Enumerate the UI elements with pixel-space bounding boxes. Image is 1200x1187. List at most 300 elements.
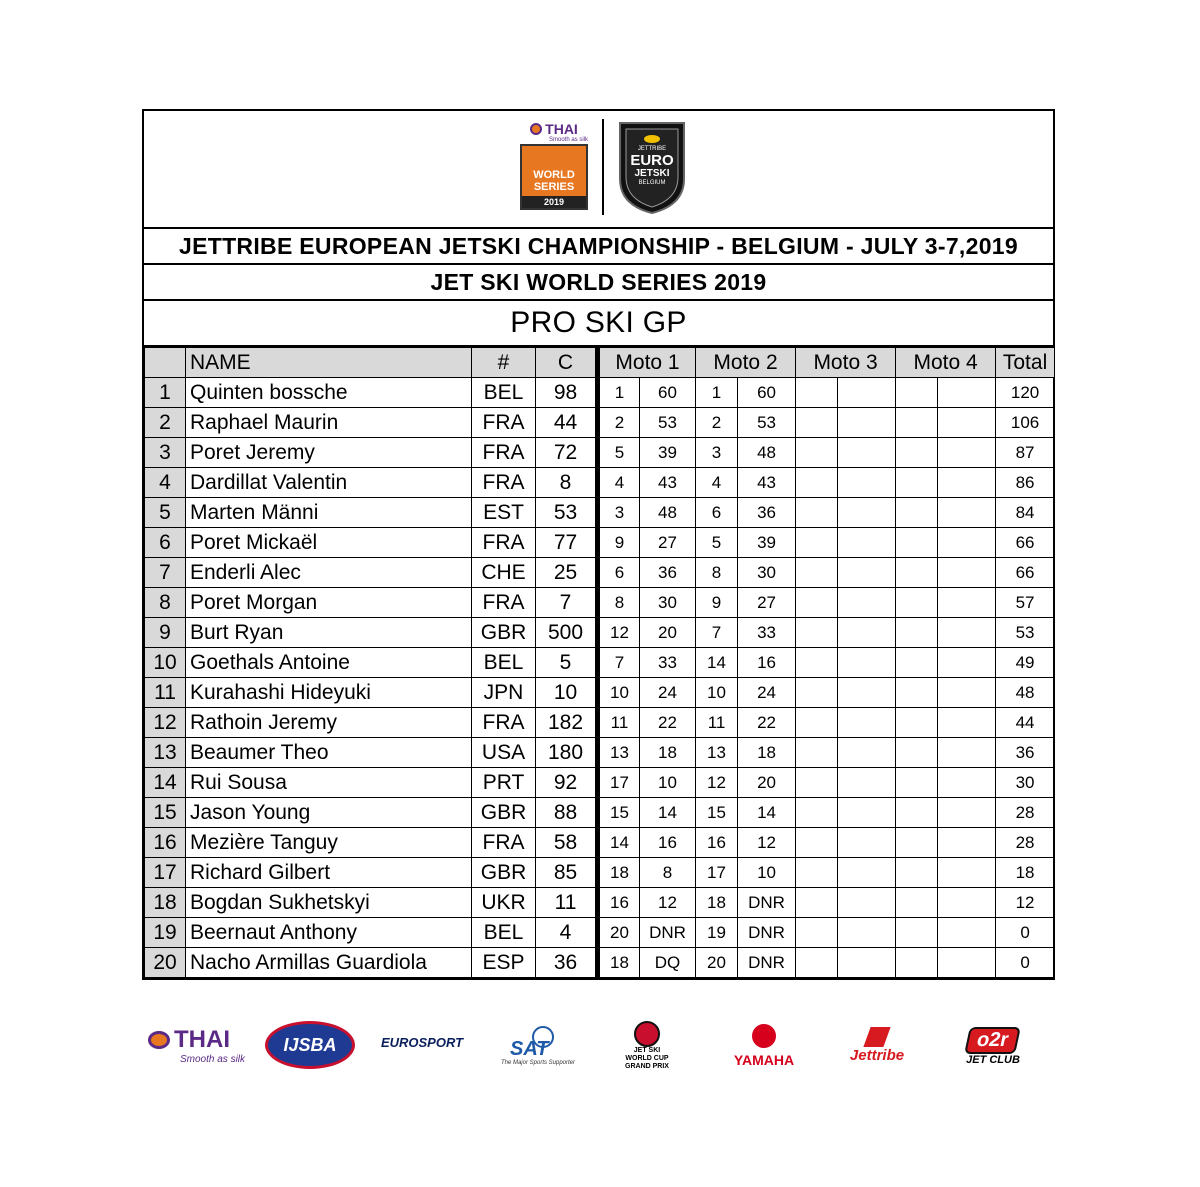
row-moto1-points: 43 [640, 468, 696, 498]
row-moto3-points [838, 558, 896, 588]
row-moto2-position: 19 [696, 918, 738, 948]
row-moto4-points [938, 738, 996, 768]
row-moto3-position [796, 648, 838, 678]
row-moto2-points: 39 [738, 528, 796, 558]
row-moto1-points: 36 [640, 558, 696, 588]
row-name: Poret Mickaël [186, 528, 472, 558]
row-total: 57 [996, 588, 1055, 618]
sponsor-thai-tagline: Smooth as silk [180, 1053, 246, 1065]
table-row [145, 468, 1055, 498]
sponsor-thai-logo [148, 1022, 252, 1068]
row-moto4-position [896, 588, 938, 618]
row-moto4-position [896, 408, 938, 438]
row-moto3-points [838, 888, 896, 918]
row-moto4-points [938, 648, 996, 678]
row-moto3-points [838, 858, 896, 888]
col-nation: # [472, 348, 536, 378]
row-number: 7 [536, 588, 598, 618]
row-moto2-points: 53 [738, 408, 796, 438]
row-moto2-points: 30 [738, 558, 796, 588]
row-moto2-position: 13 [696, 738, 738, 768]
row-moto3-points [838, 528, 896, 558]
row-moto3-points [838, 918, 896, 948]
table-row [145, 498, 1055, 528]
row-moto2-position: 2 [696, 408, 738, 438]
row-nation: FRA [472, 828, 536, 858]
row-position: 2 [145, 408, 186, 438]
results-sheet [142, 109, 1055, 980]
row-moto3-points [838, 948, 896, 978]
sponsor-sat-logo [490, 1016, 586, 1076]
row-moto1-points: 14 [640, 798, 696, 828]
sponsor-thai-text: THAI [174, 1025, 230, 1053]
world-series-logo [516, 121, 592, 213]
row-number: 4 [536, 918, 598, 948]
row-moto1-points: 48 [640, 498, 696, 528]
row-moto1-position: 20 [598, 918, 640, 948]
row-number: 85 [536, 858, 598, 888]
row-moto2-points: 24 [738, 678, 796, 708]
row-moto2-position: 11 [696, 708, 738, 738]
row-moto2-position: 17 [696, 858, 738, 888]
row-moto3-points [838, 378, 896, 408]
sponsor-sat-text: SAT [510, 1038, 549, 1060]
row-moto3-position [796, 708, 838, 738]
row-moto1-position: 2 [598, 408, 640, 438]
row-moto3-position [796, 408, 838, 438]
row-moto2-points: 33 [738, 618, 796, 648]
row-number: 10 [536, 678, 598, 708]
row-moto2-position: 9 [696, 588, 738, 618]
row-nation: BEL [472, 918, 536, 948]
row-name: Rui Sousa [186, 768, 472, 798]
row-moto1-points: 12 [640, 888, 696, 918]
row-moto3-position [796, 558, 838, 588]
row-position: 3 [145, 438, 186, 468]
row-nation: FRA [472, 528, 536, 558]
row-moto2-points: 18 [738, 738, 796, 768]
row-moto4-position [896, 828, 938, 858]
row-total: 36 [996, 738, 1055, 768]
row-moto3-position [796, 588, 838, 618]
class-title: PRO SKI GP [144, 301, 1053, 347]
row-moto4-points [938, 678, 996, 708]
row-position: 1 [145, 378, 186, 408]
row-moto1-position: 17 [598, 768, 640, 798]
row-moto3-position [796, 378, 838, 408]
sponsor-yamaha-text: YAMAHA [733, 1052, 795, 1068]
col-moto2: Moto 2 [696, 348, 796, 378]
row-moto4-points [938, 858, 996, 888]
row-total: 48 [996, 678, 1055, 708]
table-row [145, 948, 1055, 978]
row-moto4-points [938, 468, 996, 498]
row-position: 6 [145, 528, 186, 558]
row-total: 66 [996, 558, 1055, 588]
row-moto3-position [796, 618, 838, 648]
row-moto4-position [896, 468, 938, 498]
row-moto1-position: 14 [598, 828, 640, 858]
row-moto1-points: 33 [640, 648, 696, 678]
row-total: 0 [996, 948, 1055, 978]
row-number: 11 [536, 888, 598, 918]
row-position: 10 [145, 648, 186, 678]
table-row [145, 528, 1055, 558]
row-moto3-points [838, 468, 896, 498]
row-moto3-points [838, 768, 896, 798]
row-moto1-position: 9 [598, 528, 640, 558]
row-name: Mezière Tanguy [186, 828, 472, 858]
row-moto1-position: 12 [598, 618, 640, 648]
sponsor-eurosport-text: EUROSPORT [380, 1034, 464, 1050]
row-nation: UKR [472, 888, 536, 918]
sponsor-yamaha-logo [726, 1016, 802, 1076]
euro-jetski-logo [616, 119, 688, 215]
row-position: 16 [145, 828, 186, 858]
row-moto4-position [896, 618, 938, 648]
row-position: 9 [145, 618, 186, 648]
row-moto3-position [796, 468, 838, 498]
euro-logo-line1: JETTRIBE [637, 146, 667, 152]
row-moto3-points [838, 498, 896, 528]
row-moto3-points [838, 678, 896, 708]
row-nation: FRA [472, 438, 536, 468]
row-name: Jason Young [186, 798, 472, 828]
row-position: 5 [145, 498, 186, 528]
worldcup-line3: GRAND PRIX [625, 1063, 669, 1070]
row-moto3-points [838, 648, 896, 678]
thai-logo-text: THAI [545, 121, 578, 137]
row-nation: GBR [472, 618, 536, 648]
row-total: 18 [996, 858, 1055, 888]
worldcup-line1: JET SKI [633, 1047, 661, 1054]
table-row [145, 768, 1055, 798]
row-position: 19 [145, 918, 186, 948]
row-moto4-points [938, 378, 996, 408]
row-total: 44 [996, 708, 1055, 738]
row-moto4-position [896, 738, 938, 768]
row-moto4-position [896, 798, 938, 828]
row-moto2-points: 27 [738, 588, 796, 618]
row-name: Bogdan Sukhetskyi [186, 888, 472, 918]
row-position: 14 [145, 768, 186, 798]
row-position: 12 [145, 708, 186, 738]
row-moto3-position [796, 948, 838, 978]
row-moto4-position [896, 708, 938, 738]
row-moto4-position [896, 378, 938, 408]
worldcup-emblem-icon [634, 1021, 660, 1047]
row-moto4-points [938, 828, 996, 858]
row-name: Richard Gilbert [186, 858, 472, 888]
col-name: NAME [186, 348, 472, 378]
row-nation: GBR [472, 858, 536, 888]
row-moto4-position [896, 528, 938, 558]
row-moto3-points [838, 438, 896, 468]
row-number: 98 [536, 378, 598, 408]
row-moto4-points [938, 438, 996, 468]
row-moto2-position: 6 [696, 498, 738, 528]
table-row [145, 408, 1055, 438]
row-moto1-points: 60 [640, 378, 696, 408]
row-number: 44 [536, 408, 598, 438]
row-moto1-position: 18 [598, 858, 640, 888]
row-nation: FRA [472, 708, 536, 738]
row-moto3-points [838, 828, 896, 858]
row-moto2-position: 12 [696, 768, 738, 798]
row-nation: USA [472, 738, 536, 768]
ws-logo-line2: SERIES [533, 181, 575, 193]
row-moto1-points: 39 [640, 438, 696, 468]
row-moto4-points [938, 948, 996, 978]
row-moto1-points: DQ [640, 948, 696, 978]
table-row [145, 888, 1055, 918]
row-number: 77 [536, 528, 598, 558]
row-moto3-position [796, 768, 838, 798]
row-name: Poret Jeremy [186, 438, 472, 468]
row-moto2-points: 22 [738, 708, 796, 738]
row-moto2-position: 18 [696, 888, 738, 918]
row-moto1-position: 4 [598, 468, 640, 498]
table-row [145, 618, 1055, 648]
row-name: Poret Morgan [186, 588, 472, 618]
row-position: 18 [145, 888, 186, 918]
row-number: 5 [536, 648, 598, 678]
row-moto4-points [938, 498, 996, 528]
row-moto2-points: DNR [738, 948, 796, 978]
row-moto4-position [896, 918, 938, 948]
row-moto3-position [796, 918, 838, 948]
row-total: 28 [996, 828, 1055, 858]
row-position: 8 [145, 588, 186, 618]
row-moto3-position [796, 498, 838, 528]
row-moto4-position [896, 858, 938, 888]
yamaha-tuning-fork-icon [752, 1024, 776, 1048]
logo-divider [602, 119, 604, 215]
row-moto2-points: 60 [738, 378, 796, 408]
row-number: 72 [536, 438, 598, 468]
row-nation: CHE [472, 558, 536, 588]
row-name: Dardillat Valentin [186, 468, 472, 498]
row-moto4-points [938, 918, 996, 948]
table-header-row [145, 348, 1055, 378]
row-moto1-points: 24 [640, 678, 696, 708]
table-row [145, 558, 1055, 588]
row-moto1-position: 11 [598, 708, 640, 738]
row-moto2-position: 15 [696, 798, 738, 828]
col-moto1: Moto 1 [598, 348, 696, 378]
table-row [145, 738, 1055, 768]
euro-logo-line3: JETSKI [634, 168, 670, 179]
sponsor-eurosport-logo [372, 1030, 472, 1054]
row-moto1-position: 18 [598, 948, 640, 978]
worldcup-line2: WORLD CUP [625, 1055, 669, 1062]
row-moto3-position [796, 798, 838, 828]
row-moto4-points [938, 408, 996, 438]
row-total: 12 [996, 888, 1055, 918]
row-position: 11 [145, 678, 186, 708]
row-nation: PRT [472, 768, 536, 798]
row-moto2-points: 10 [738, 858, 796, 888]
euro-logo-line4: BELGIUM [638, 180, 666, 186]
row-name: Nacho Armillas Guardiola [186, 948, 472, 978]
row-moto4-points [938, 528, 996, 558]
row-moto3-points [838, 408, 896, 438]
row-moto4-position [896, 948, 938, 978]
row-moto1-position: 3 [598, 498, 640, 528]
sponsor-ijsba-text: IJSBA [283, 1034, 337, 1055]
row-moto4-position [896, 558, 938, 588]
row-name: Enderli Alec [186, 558, 472, 588]
row-name: Kurahashi Hideyuki [186, 678, 472, 708]
col-number: C [536, 348, 598, 378]
row-total: 84 [996, 498, 1055, 528]
table-row [145, 378, 1055, 408]
row-moto2-position: 5 [696, 528, 738, 558]
col-moto3: Moto 3 [796, 348, 896, 378]
thai-orchid-icon [530, 123, 542, 135]
row-nation: FRA [472, 408, 536, 438]
row-name: Burt Ryan [186, 618, 472, 648]
row-moto1-position: 15 [598, 798, 640, 828]
table-row [145, 798, 1055, 828]
euro-logo-line2: EURO [630, 152, 674, 169]
row-total: 49 [996, 648, 1055, 678]
row-moto2-points: 12 [738, 828, 796, 858]
row-moto4-points [938, 768, 996, 798]
row-moto1-position: 7 [598, 648, 640, 678]
row-number: 182 [536, 708, 598, 738]
row-moto1-position: 16 [598, 888, 640, 918]
row-name: Marten Männi [186, 498, 472, 528]
row-name: Beaumer Theo [186, 738, 472, 768]
row-moto3-position [796, 678, 838, 708]
row-moto4-points [938, 888, 996, 918]
row-moto2-position: 8 [696, 558, 738, 588]
row-number: 88 [536, 798, 598, 828]
row-name: Rathoin Jeremy [186, 708, 472, 738]
row-number: 53 [536, 498, 598, 528]
sponsor-jettribe-logo [828, 1020, 926, 1070]
row-moto1-position: 5 [598, 438, 640, 468]
row-moto1-position: 10 [598, 678, 640, 708]
table-row [145, 678, 1055, 708]
col-pos [145, 348, 186, 378]
row-moto2-points: 36 [738, 498, 796, 528]
row-position: 20 [145, 948, 186, 978]
row-moto3-points [838, 708, 896, 738]
row-nation: BEL [472, 378, 536, 408]
row-moto1-points: 27 [640, 528, 696, 558]
series-title: JET SKI WORLD SERIES 2019 [144, 265, 1053, 301]
row-nation: FRA [472, 468, 536, 498]
table-row [145, 858, 1055, 888]
thai-orchid-icon [148, 1031, 170, 1049]
row-moto1-points: 20 [640, 618, 696, 648]
row-number: 36 [536, 948, 598, 978]
row-number: 92 [536, 768, 598, 798]
row-moto2-points: 16 [738, 648, 796, 678]
row-moto2-points: 43 [738, 468, 796, 498]
col-moto4: Moto 4 [896, 348, 996, 378]
sponsor-bar [140, 1010, 1060, 1080]
row-total: 87 [996, 438, 1055, 468]
row-moto1-points: DNR [640, 918, 696, 948]
row-total: 86 [996, 468, 1055, 498]
row-moto3-points [838, 738, 896, 768]
row-name: Beernaut Anthony [186, 918, 472, 948]
row-moto1-points: 8 [640, 858, 696, 888]
row-nation: EST [472, 498, 536, 528]
row-total: 120 [996, 378, 1055, 408]
row-moto1-position: 1 [598, 378, 640, 408]
event-title: JETTRIBE EUROPEAN JETSKI CHAMPIONSHIP - BELGIUM - JULY 3-7,2019 [144, 229, 1053, 265]
row-moto3-position [796, 828, 838, 858]
row-nation: BEL [472, 648, 536, 678]
ws-logo-line1: WORLD [533, 169, 575, 181]
row-moto2-position: 4 [696, 468, 738, 498]
row-moto1-position: 8 [598, 588, 640, 618]
row-total: 30 [996, 768, 1055, 798]
row-name: Raphael Maurin [186, 408, 472, 438]
row-moto4-position [896, 498, 938, 528]
row-moto2-points: DNR [738, 918, 796, 948]
row-moto1-position: 6 [598, 558, 640, 588]
row-moto2-position: 7 [696, 618, 738, 648]
row-moto3-position [796, 888, 838, 918]
row-position: 7 [145, 558, 186, 588]
row-moto4-points [938, 588, 996, 618]
row-moto1-points: 30 [640, 588, 696, 618]
row-moto4-points [938, 708, 996, 738]
row-number: 25 [536, 558, 598, 588]
table-row [145, 438, 1055, 468]
row-nation: JPN [472, 678, 536, 708]
row-moto4-points [938, 798, 996, 828]
row-moto2-points: 20 [738, 768, 796, 798]
row-position: 15 [145, 798, 186, 828]
ws-logo-year: 2019 [522, 196, 586, 208]
row-moto3-position [796, 738, 838, 768]
row-position: 4 [145, 468, 186, 498]
row-total: 106 [996, 408, 1055, 438]
row-name: Goethals Antoine [186, 648, 472, 678]
row-moto3-position [796, 438, 838, 468]
row-name: Quinten bossche [186, 378, 472, 408]
row-moto4-position [896, 768, 938, 798]
thai-logo-tagline: Smooth as silk [548, 137, 588, 143]
row-moto4-position [896, 438, 938, 468]
row-nation: FRA [472, 588, 536, 618]
sponsor-o2r-text: o2r [975, 1028, 1012, 1051]
row-moto1-points: 53 [640, 408, 696, 438]
sponsor-ijsba-logo [262, 1018, 358, 1072]
table-row [145, 828, 1055, 858]
row-number: 58 [536, 828, 598, 858]
row-nation: ESP [472, 948, 536, 978]
row-number: 8 [536, 468, 598, 498]
row-number: 500 [536, 618, 598, 648]
row-moto4-points [938, 558, 996, 588]
table-row [145, 918, 1055, 948]
sponsor-sat-tagline: The Major Sports Supporter [500, 1060, 576, 1066]
table-row [145, 588, 1055, 618]
row-moto2-points: DNR [738, 888, 796, 918]
row-moto1-points: 16 [640, 828, 696, 858]
row-moto3-points [838, 798, 896, 828]
sponsor-worldcup-logo [610, 1016, 684, 1076]
col-total: Total [996, 348, 1055, 378]
header-logos [144, 111, 1053, 229]
